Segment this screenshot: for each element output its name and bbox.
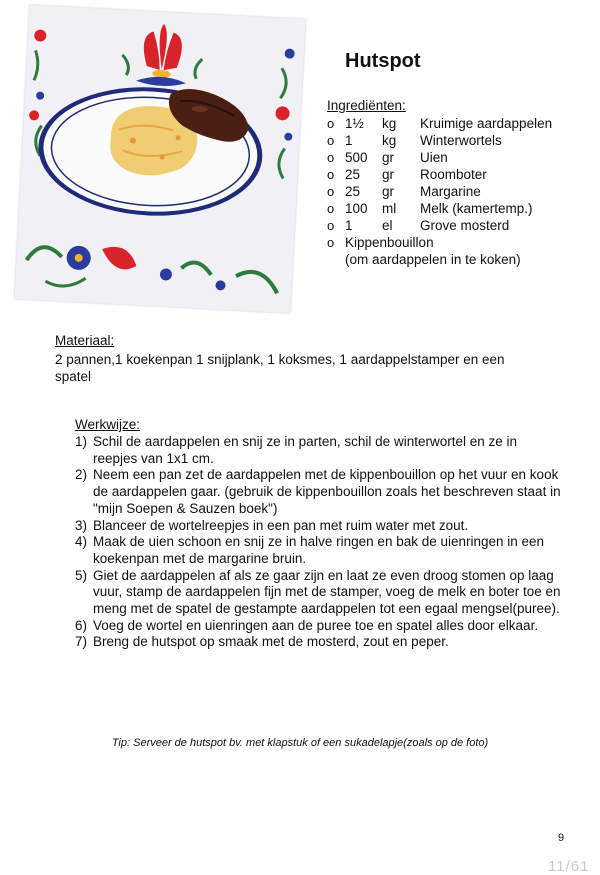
ingredient-unit: gr <box>382 150 395 165</box>
step-item <box>75 534 565 567</box>
ingredient-qty: 500 <box>345 150 368 165</box>
step-item <box>75 568 565 618</box>
ingredient-item <box>327 217 597 234</box>
ingredient-unit: ml <box>382 201 397 216</box>
step-number: 6) <box>75 617 88 633</box>
step-text: Maak de uien schoon en snij ze in halve ringen en bak de uienringen in een koekenpan met de margarine bruin. <box>93 534 545 566</box>
ingredient-item <box>327 234 597 267</box>
step-item <box>75 634 565 651</box>
method-heading: Werkwijze: <box>75 417 141 432</box>
step-number: 3) <box>75 517 88 533</box>
recipe-title: Hutspot <box>345 50 421 72</box>
bullet-icon: o <box>327 133 335 148</box>
bullet-icon: o <box>327 116 335 131</box>
bullet-icon: o <box>327 235 335 250</box>
materials-text: 2 pannen,1 koekenpan 1 snijplank, 1 koksmes, 1 aardappelstamper en een spatel <box>55 352 505 384</box>
ingredient-qty: 25 <box>345 184 361 199</box>
ingredient-unit: gr <box>382 184 395 199</box>
ingredient-unit: el <box>382 218 393 233</box>
bullet-icon: o <box>327 167 335 182</box>
step-number: 2) <box>75 467 88 483</box>
step-text: Blanceer de wortelreepjes in een pan met ruim water met zout. <box>93 517 469 533</box>
ingredient-qty: 1 <box>345 218 353 233</box>
ingredient-qty: 1 <box>345 133 353 148</box>
page-counter: 11/61 <box>548 858 590 875</box>
ingredient-name: Kippenbouillon <box>345 235 434 250</box>
ingredient-item <box>327 132 597 149</box>
recipe-photo <box>14 5 305 313</box>
ingredient-qty: 25 <box>345 167 361 182</box>
bullet-icon: o <box>327 150 335 165</box>
step-number: 5) <box>75 567 88 583</box>
ingredient-item <box>327 200 597 217</box>
ingredient-qty: 1½ <box>345 116 364 131</box>
ingredient-item <box>327 166 597 183</box>
step-item <box>75 467 565 517</box>
step-item <box>75 518 565 535</box>
hutspot-plate-image <box>14 5 305 313</box>
step-text: Breng de hutspot op smaak met de mosterd, zout en peper. <box>93 634 449 650</box>
ingredient-name: Melk (kamertemp.) <box>420 201 533 216</box>
ingredient-note: (om aardappelen in te koken) <box>345 252 521 267</box>
step-text: Neem een pan zet de aardappelen met de kippenbouillon op het vuur en kook de aardappelen gaar. (gebruik de kippenbouillon zoals het beschreven staat in "mijn Soepen & Sauzen boek") <box>93 467 561 516</box>
ingredient-name: Winterwortels <box>420 133 502 148</box>
step-number: 1) <box>75 434 88 449</box>
serving-tip: Tip: Serveer de hutspot bv. met klapstuk of een sukadelapje(zoals op de foto) <box>111 737 489 749</box>
step-text: Voeg de wortel en uienringen aan de puree toe en spatel alles door elkaar. <box>93 617 539 633</box>
ingredient-name: Kruimige aardappelen <box>420 116 553 131</box>
step-item <box>75 618 565 635</box>
ingredient-qty: 100 <box>345 201 368 216</box>
ingredient-unit: kg <box>382 133 397 148</box>
step-item <box>75 434 565 467</box>
step-number: 7) <box>75 634 88 650</box>
ingredient-item <box>327 115 597 132</box>
ingredients-heading: Ingrediënten: <box>327 98 406 113</box>
ingredient-item <box>327 183 597 200</box>
ingredient-unit: gr <box>382 167 395 182</box>
page-number: 9 <box>558 832 565 844</box>
step-text: Giet de aardappelen af als ze gaar zijn en laat ze even droog stomen op laag vuur, stamp de aardappelen fijn met de stamper, voeg de melk en boter toe en meng met de spatel de gestampte aardappelen tot een egaal mengsel(puree). <box>93 567 561 617</box>
ingredient-name: Roomboter <box>420 167 487 182</box>
bullet-icon: o <box>327 201 335 216</box>
bullet-icon: o <box>327 218 335 233</box>
bullet-icon: o <box>327 184 335 199</box>
ingredient-unit: kg <box>382 116 397 131</box>
materials-heading: Materiaal: <box>55 333 115 348</box>
ingredient-item <box>327 149 597 166</box>
ingredients-list <box>327 115 597 267</box>
ingredient-name: Margarine <box>420 184 481 199</box>
step-text: Schil de aardappelen en snij ze in parten, schil de winterwortel en ze in reepjes van 1x1 cm. <box>93 434 517 466</box>
ingredient-name: Uien <box>420 150 448 165</box>
method-steps <box>75 434 565 651</box>
ingredient-name: Grove mosterd <box>420 218 510 233</box>
step-number: 4) <box>75 534 88 550</box>
